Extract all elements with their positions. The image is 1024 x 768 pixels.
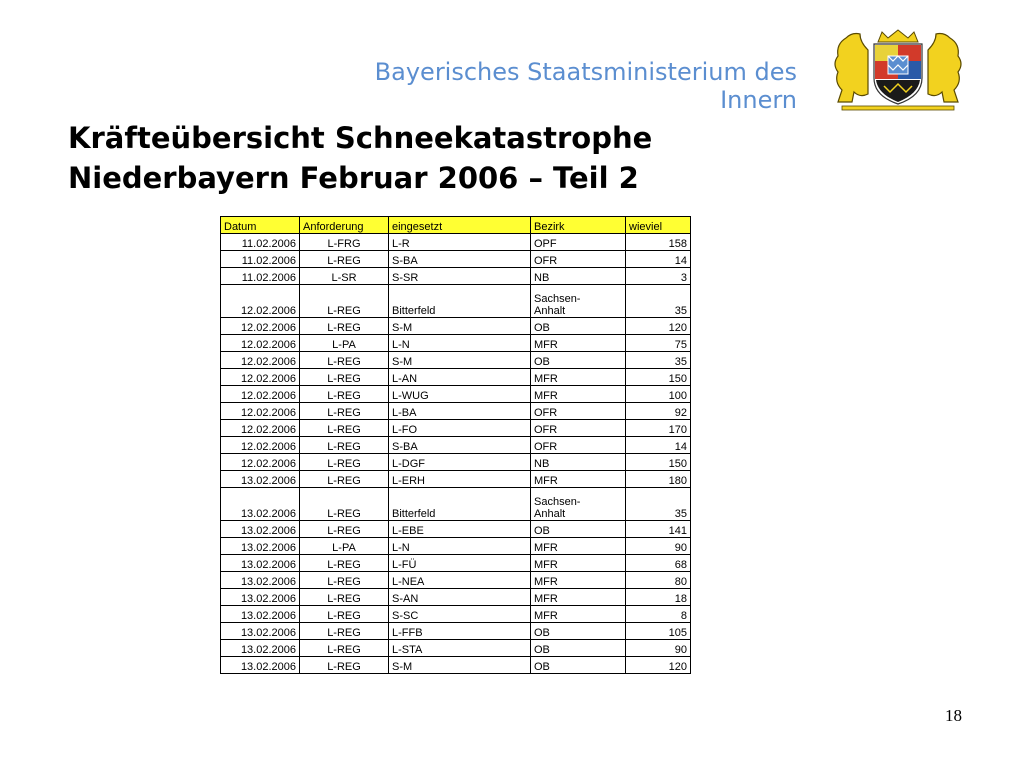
cell-eingesetzt: L-N <box>389 335 531 352</box>
table-row <box>221 437 691 454</box>
cell-bezirk: OB <box>531 318 626 335</box>
cell-bezirk: MFR <box>531 538 626 555</box>
cell-anforderung: L-REG <box>300 285 389 318</box>
cell-bezirk: MFR <box>531 386 626 403</box>
cell-eingesetzt: L-FFB <box>389 623 531 640</box>
cell-datum: 13.02.2006 <box>221 471 300 488</box>
cell-wieviel: 105 <box>626 623 691 640</box>
cell-anforderung: L-REG <box>300 352 389 369</box>
cell-anforderung: L-REG <box>300 454 389 471</box>
table-header-row <box>221 217 691 234</box>
cell-eingesetzt: L-FO <box>389 420 531 437</box>
cell-eingesetzt: L-R <box>389 234 531 251</box>
cell-bezirk <box>531 488 626 521</box>
table-row <box>221 386 691 403</box>
cell-wieviel: 14 <box>626 437 691 454</box>
cell-anforderung: L-REG <box>300 657 389 674</box>
cell-anforderung: L-PA <box>300 538 389 555</box>
cell-anforderung: L-REG <box>300 623 389 640</box>
cell-datum: 11.02.2006 <box>221 251 300 268</box>
cell-datum: 12.02.2006 <box>221 369 300 386</box>
cell-bezirk: OFR <box>531 251 626 268</box>
table-row <box>221 555 691 572</box>
ministry-name <box>317 58 797 114</box>
cell-anforderung: L-REG <box>300 555 389 572</box>
cell-bezirk: NB <box>531 268 626 285</box>
cell-eingesetzt: S-SC <box>389 606 531 623</box>
table-row <box>221 657 691 674</box>
cell-bezirk: MFR <box>531 589 626 606</box>
cell-eingesetzt: S-AN <box>389 589 531 606</box>
cell-bezirk: MFR <box>531 369 626 386</box>
cell-wieviel: 35 <box>626 352 691 369</box>
table-row <box>221 521 691 538</box>
page-title <box>68 118 808 198</box>
cell-eingesetzt: L-N <box>389 538 531 555</box>
cell-wieviel: 141 <box>626 521 691 538</box>
cell-datum: 12.02.2006 <box>221 352 300 369</box>
cell-wieviel: 170 <box>626 420 691 437</box>
page-number: 18 <box>945 706 962 725</box>
cell-anforderung: L-FRG <box>300 234 389 251</box>
cell-eingesetzt: S-SR <box>389 268 531 285</box>
cell-wieviel: 150 <box>626 369 691 386</box>
cell-bezirk-line2: Anhalt <box>534 508 566 520</box>
cell-wieviel: 100 <box>626 386 691 403</box>
cell-datum: 12.02.2006 <box>221 420 300 437</box>
cell-datum: 13.02.2006 <box>221 555 300 572</box>
bavarian-coat-of-arms-icon <box>828 28 968 112</box>
cell-eingesetzt: L-EBE <box>389 521 531 538</box>
cell-datum: 12.02.2006 <box>221 437 300 454</box>
table-row <box>221 640 691 657</box>
cell-eingesetzt: Bitterfeld <box>389 285 531 318</box>
cell-anforderung: L-REG <box>300 369 389 386</box>
cell-eingesetzt: S-M <box>389 318 531 335</box>
cell-wieviel: 80 <box>626 572 691 589</box>
cell-datum: 13.02.2006 <box>221 589 300 606</box>
cell-wieviel: 3 <box>626 268 691 285</box>
cell-datum: 11.02.2006 <box>221 268 300 285</box>
table-row <box>221 335 691 352</box>
cell-bezirk: OFR <box>531 420 626 437</box>
cell-bezirk: OB <box>531 623 626 640</box>
table-row <box>221 403 691 420</box>
cell-eingesetzt: L-DGF <box>389 454 531 471</box>
cell-datum: 12.02.2006 <box>221 454 300 471</box>
cell-bezirk: MFR <box>531 335 626 352</box>
cell-datum: 12.02.2006 <box>221 285 300 318</box>
cell-eingesetzt: S-BA <box>389 251 531 268</box>
cell-anforderung: L-PA <box>300 335 389 352</box>
cell-wieviel: 35 <box>626 488 691 521</box>
cell-anforderung: L-SR <box>300 268 389 285</box>
ministry-name-line1: Bayerisches Staatsministerium des <box>374 58 797 86</box>
cell-anforderung: L-REG <box>300 403 389 420</box>
cell-anforderung: L-REG <box>300 572 389 589</box>
cell-bezirk: MFR <box>531 572 626 589</box>
cell-eingesetzt: L-AN <box>389 369 531 386</box>
column-header-eingesetzt: eingesetzt <box>389 217 531 234</box>
cell-eingesetzt: S-BA <box>389 437 531 454</box>
cell-anforderung: L-REG <box>300 521 389 538</box>
cell-eingesetzt: L-WUG <box>389 386 531 403</box>
table-row <box>221 420 691 437</box>
cell-anforderung: L-REG <box>300 318 389 335</box>
cell-anforderung: L-REG <box>300 420 389 437</box>
table-row <box>221 251 691 268</box>
table-row <box>221 589 691 606</box>
cell-datum: 12.02.2006 <box>221 403 300 420</box>
cell-eingesetzt: Bitterfeld <box>389 488 531 521</box>
table-row <box>221 234 691 251</box>
cell-datum: 13.02.2006 <box>221 623 300 640</box>
table-row <box>221 572 691 589</box>
cell-bezirk: OFR <box>531 437 626 454</box>
table-row <box>221 471 691 488</box>
cell-anforderung: L-REG <box>300 606 389 623</box>
cell-wieviel: 35 <box>626 285 691 318</box>
cell-bezirk-line2: Anhalt <box>534 305 566 317</box>
cell-anforderung: L-REG <box>300 251 389 268</box>
cell-eingesetzt: L-ERH <box>389 471 531 488</box>
cell-wieviel: 90 <box>626 538 691 555</box>
cell-wieviel: 92 <box>626 403 691 420</box>
cell-bezirk: OB <box>531 657 626 674</box>
cell-bezirk: MFR <box>531 555 626 572</box>
cell-datum: 11.02.2006 <box>221 234 300 251</box>
cell-datum: 13.02.2006 <box>221 640 300 657</box>
cell-wieviel: 14 <box>626 251 691 268</box>
cell-bezirk: OB <box>531 521 626 538</box>
cell-eingesetzt: L-NEA <box>389 572 531 589</box>
cell-datum: 12.02.2006 <box>221 318 300 335</box>
cell-anforderung: L-REG <box>300 437 389 454</box>
cell-wieviel: 75 <box>626 335 691 352</box>
column-header-anforderung: Anforderung <box>300 217 389 234</box>
table-row <box>221 352 691 369</box>
table-row <box>221 454 691 471</box>
cell-wieviel: 18 <box>626 589 691 606</box>
cell-wieviel: 90 <box>626 640 691 657</box>
column-header-wieviel: wieviel <box>626 217 691 234</box>
title-line2: Niederbayern Februar 2006 – Teil 2 <box>68 161 639 195</box>
table-row <box>221 268 691 285</box>
cell-datum: 13.02.2006 <box>221 572 300 589</box>
cell-datum: 13.02.2006 <box>221 606 300 623</box>
cell-bezirk: OPF <box>531 234 626 251</box>
cell-bezirk: OB <box>531 352 626 369</box>
cell-eingesetzt: S-M <box>389 657 531 674</box>
ministry-name-line2: Innern <box>720 86 797 114</box>
table-row <box>221 369 691 386</box>
cell-wieviel: 158 <box>626 234 691 251</box>
cell-bezirk-line1: Sachsen- <box>534 293 581 305</box>
cell-wieviel: 120 <box>626 318 691 335</box>
cell-bezirk: OFR <box>531 403 626 420</box>
cell-wieviel: 68 <box>626 555 691 572</box>
cell-datum: 13.02.2006 <box>221 538 300 555</box>
column-header-datum: Datum <box>221 217 300 234</box>
title-line1: Kräfteübersicht Schneekatastrophe <box>68 121 653 155</box>
cell-datum: 12.02.2006 <box>221 386 300 403</box>
cell-bezirk: MFR <box>531 606 626 623</box>
cell-wieviel: 150 <box>626 454 691 471</box>
cell-wieviel: 180 <box>626 471 691 488</box>
cell-datum: 13.02.2006 <box>221 657 300 674</box>
cell-bezirk: NB <box>531 454 626 471</box>
cell-datum: 13.02.2006 <box>221 521 300 538</box>
cell-eingesetzt: S-M <box>389 352 531 369</box>
cell-datum: 13.02.2006 <box>221 488 300 521</box>
table-row <box>221 538 691 555</box>
table-row <box>221 318 691 335</box>
cell-bezirk <box>531 285 626 318</box>
cell-wieviel: 120 <box>626 657 691 674</box>
cell-eingesetzt: L-FÜ <box>389 555 531 572</box>
forces-table <box>220 216 691 674</box>
cell-bezirk: OB <box>531 640 626 657</box>
cell-anforderung: L-REG <box>300 589 389 606</box>
cell-bezirk: MFR <box>531 471 626 488</box>
cell-anforderung: L-REG <box>300 640 389 657</box>
cell-bezirk-line1: Sachsen- <box>534 496 581 508</box>
cell-eingesetzt: L-STA <box>389 640 531 657</box>
cell-wieviel: 8 <box>626 606 691 623</box>
cell-datum: 12.02.2006 <box>221 335 300 352</box>
column-header-bezirk: Bezirk <box>531 217 626 234</box>
cell-anforderung: L-REG <box>300 386 389 403</box>
table-row <box>221 623 691 640</box>
table-row <box>221 606 691 623</box>
cell-eingesetzt: L-BA <box>389 403 531 420</box>
table-row <box>221 285 691 318</box>
cell-anforderung: L-REG <box>300 471 389 488</box>
table-row <box>221 488 691 521</box>
cell-anforderung: L-REG <box>300 488 389 521</box>
